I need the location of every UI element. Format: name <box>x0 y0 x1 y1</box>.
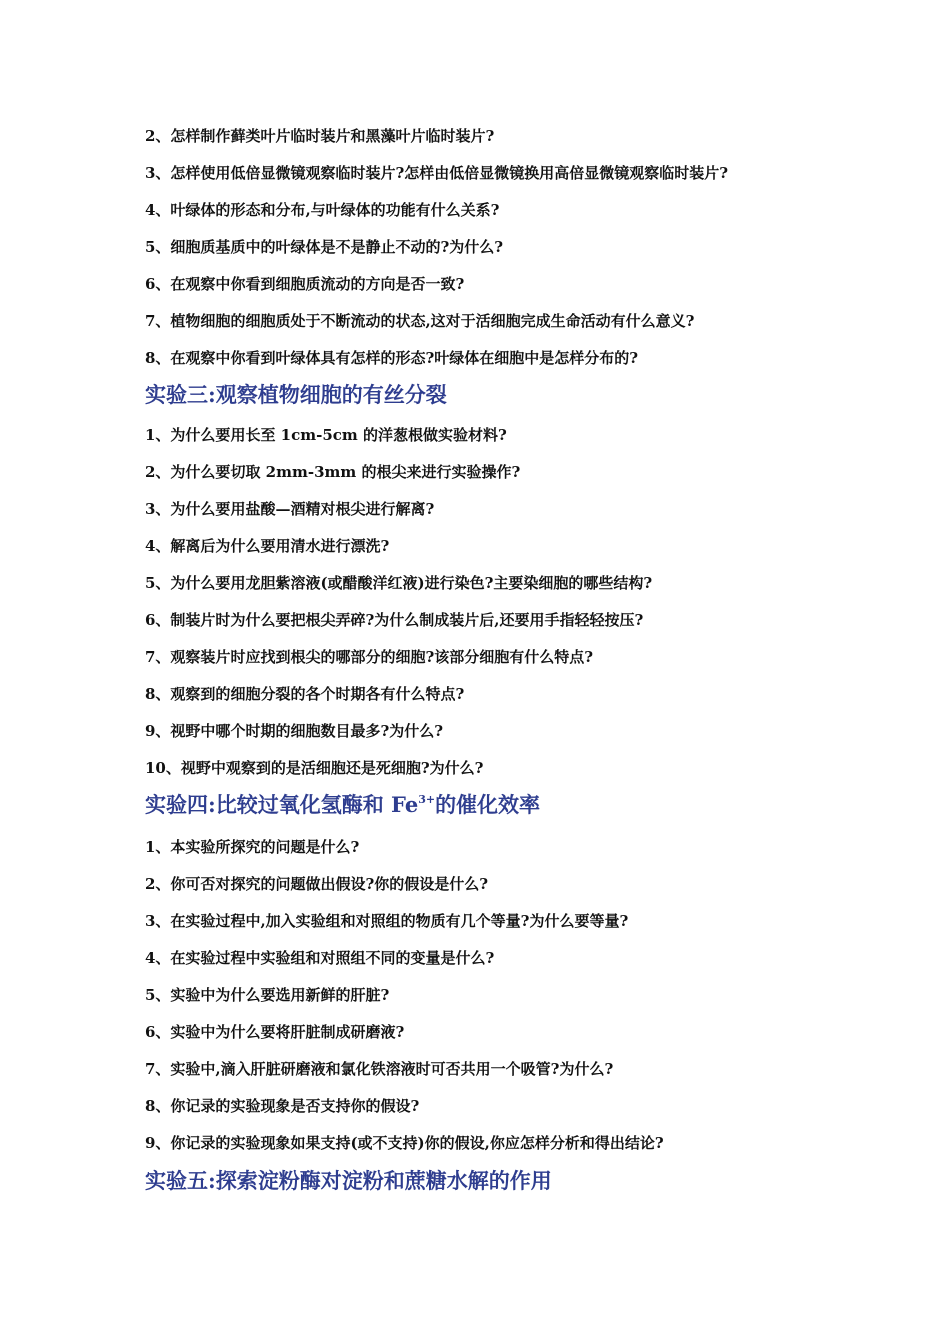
question-item: 6、制装片时为什么要把根尖弄碎?为什么制成装片后,还要用手指轻轻按压? <box>145 611 644 629</box>
question-item: 1、本实验所探究的问题是什么? <box>145 838 360 856</box>
question-item: 8、你记录的实验现象是否支持你的假设? <box>145 1097 420 1115</box>
question-item: 2、你可否对探究的问题做出假设?你的假设是什么? <box>145 875 489 893</box>
section-heading-experiment-5: 实验五:探索淀粉酶对淀粉和蔗糖水解的作用 <box>145 1168 552 1193</box>
heading-text: 的催化效率 <box>435 792 541 817</box>
question-item: 3、怎样使用低倍显微镜观察临时装片?怎样由低倍显微镜换用高倍显微镜观察临时装片? <box>145 164 729 182</box>
question-item: 7、植物细胞的细胞质处于不断流动的状态,这对于活细胞完成生命活动有什么意义? <box>145 312 695 330</box>
question-item: 7、实验中,滴入肝脏研磨液和氯化铁溶液时可否共用一个吸管?为什么? <box>145 1060 614 1078</box>
question-item: 6、实验中为什么要将肝脏制成研磨液? <box>145 1023 405 1041</box>
heading-text: 实验四:比较过氧化氢酶和 Fe <box>145 792 419 817</box>
question-item: 2、怎样制作藓类叶片临时装片和黑藻叶片临时装片? <box>145 127 495 145</box>
question-item: 7、观察装片时应找到根尖的哪部分的细胞?该部分细胞有什么特点? <box>145 648 594 666</box>
question-item: 3、在实验过程中,加入实验组和对照组的物质有几个等量?为什么要等量? <box>145 912 629 930</box>
question-item: 8、观察到的细胞分裂的各个时期各有什么特点? <box>145 685 465 703</box>
question-item: 5、实验中为什么要选用新鲜的肝脏? <box>145 986 390 1004</box>
question-item: 5、细胞质基质中的叶绿体是不是静止不动的?为什么? <box>145 238 504 256</box>
question-item: 9、你记录的实验现象如果支持(或不支持)你的假设,你应怎样分析和得出结论? <box>145 1134 664 1152</box>
question-item: 2、为什么要切取 2mm-3mm 的根尖来进行实验操作? <box>145 463 521 481</box>
question-item: 9、视野中哪个时期的细胞数目最多?为什么? <box>145 722 444 740</box>
question-item: 5、为什么要用龙胆紫溶液(或醋酸洋红液)进行染色?主要染细胞的哪些结构? <box>145 574 653 592</box>
question-item: 1、为什么要用长至 1cm-5cm 的洋葱根做实验材料? <box>145 426 507 444</box>
question-item: 4、叶绿体的形态和分布,与叶绿体的功能有什么关系? <box>145 201 500 219</box>
question-item: 6、在观察中你看到细胞质流动的方向是否一致? <box>145 275 465 293</box>
section-heading-experiment-3: 实验三:观察植物细胞的有丝分裂 <box>145 382 447 407</box>
heading-superscript: 3+ <box>418 793 436 806</box>
question-item: 8、在观察中你看到叶绿体具有怎样的形态?叶绿体在细胞中是怎样分布的? <box>145 349 639 367</box>
question-item: 4、解离后为什么要用清水进行漂洗? <box>145 537 390 555</box>
question-item: 10、视野中观察到的是活细胞还是死细胞?为什么? <box>145 759 484 777</box>
question-item: 3、为什么要用盐酸—酒精对根尖进行解离? <box>145 500 435 518</box>
section-heading-experiment-4 <box>145 791 540 819</box>
question-item: 4、在实验过程中实验组和对照组不同的变量是什么? <box>145 949 495 967</box>
